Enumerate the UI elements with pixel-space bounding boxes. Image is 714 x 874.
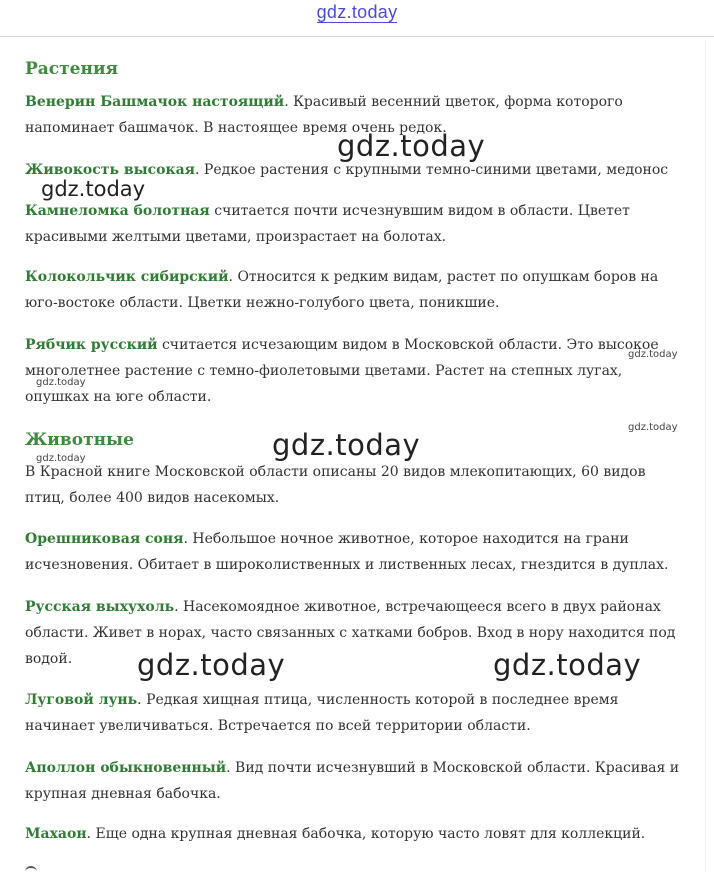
plant-text: . Редкое растения с крупными темно-синими цветами, медонос [195, 162, 669, 178]
plant-text: . Красивый весенний цветок, форма которого напоминает башмачок. В настоящее время очень редок. [25, 94, 623, 136]
watermark: gdz.today [36, 453, 86, 464]
plant-term: Камнеломка болотная [25, 203, 210, 219]
animal-text: . Вид почти исчезнувший в Московской области. Красивая и крупная дневная бабочка. [25, 760, 680, 802]
animal-term: Орешниковая соня [25, 531, 184, 547]
plant-term: Колокольчик сибирский [25, 269, 229, 285]
top-bar [0, 0, 714, 37]
plant-paragraph [25, 264, 685, 316]
plant-term: Рябчик русский [25, 337, 158, 353]
watermark: gdz.today [628, 422, 678, 433]
watermark: gdz.today [36, 377, 86, 388]
watermark: gdz.today [272, 428, 421, 462]
watermark: gdz.today [137, 648, 286, 682]
section-title-animals: Животные [25, 430, 134, 450]
animal-text: . Насекомоядное животное, встречающееся всего в двух районах области. Живет в норах, часто связанных с хатками бобров. Вход в нору находится под водой. [25, 599, 676, 667]
animal-paragraph [25, 526, 685, 578]
watermark: gdz.today [41, 177, 146, 201]
animal-text: . Небольшое ночное животное, которое находится на грани исчезновения. Обитает в широколиственных и лиственных лесах, гнездится в дуплах. [25, 531, 669, 573]
next-line-fragment [25, 866, 37, 874]
plant-term: Венерин Башмачок настоящий [25, 94, 285, 110]
animal-text: . Еще одна крупная дневная бабочка, которую часто ловят для коллекций. [86, 826, 646, 842]
plant-paragraph [25, 198, 685, 250]
watermark: gdz.today [628, 349, 678, 360]
animal-term: Махаон [25, 826, 87, 842]
plant-text: считается почти исчезнувшим видом в области. Цветет красивыми желтыми цветами, произрастает на болотах. [25, 203, 630, 245]
site-logo[interactable]: gdz.today [316, 2, 398, 22]
animals-intro: В Красной книге Московской области описаны 20 видов млекопитающих, 60 видов птиц, более 400 видов насекомых. [25, 464, 646, 506]
plant-text: . Относится к редким видам, растет по опушкам боров на юго-востоке области. Цветки нежно-голубого цвета, поникшие. [25, 269, 659, 311]
animal-paragraph [25, 755, 685, 807]
plant-text: считается исчезающим видом в Московской области. Это высокое многолетнее растение с темно-фиолетовыми цветами. Растет на степных лугах, опушках на юге области. [25, 337, 659, 405]
animal-paragraph [25, 821, 685, 847]
watermark: gdz.today [337, 129, 486, 163]
animal-term: Луговой лунь [25, 692, 138, 708]
watermark: gdz.today [493, 648, 642, 682]
animal-text: . Редкая хищная птица, численность которой в последнее время начинает увеличиваться. Встречается по всей территории области. [25, 692, 619, 734]
animal-paragraph [25, 687, 685, 739]
animal-term: Аполлон обыкновенный [25, 760, 227, 776]
animal-term: Русская выхухоль [25, 599, 175, 615]
plant-paragraph [25, 332, 685, 410]
page-edge [705, 40, 714, 872]
plant-term: Живокость высокая [25, 162, 195, 178]
section-title-plants: Растения [25, 59, 119, 79]
